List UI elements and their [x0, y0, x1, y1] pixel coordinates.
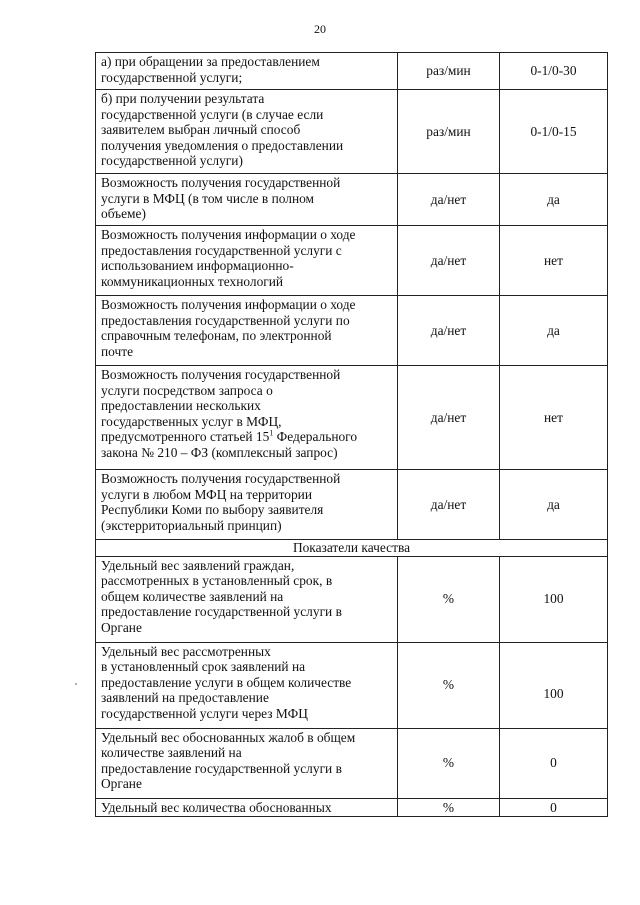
row-value: нет	[500, 366, 608, 470]
section-title: Показатели качества	[96, 540, 608, 557]
row-description: Удельный вес обоснованных жалоб в общем количестве заявлений на предоставление государственной услуги в Органе	[96, 728, 398, 798]
row-description: Возможность получения информации о ходе предоставления государственной услуги с использованием информационно- коммуникационных технологий	[96, 226, 398, 296]
row-value: 0	[500, 798, 608, 817]
row-description: а) при обращении за предоставлением государственной услуги;	[96, 53, 398, 90]
row-value: да	[500, 470, 608, 540]
row-unit: раз/мин	[398, 53, 500, 90]
superscript-mark: 1	[269, 428, 274, 438]
row-unit: раз/мин	[398, 90, 500, 174]
row-description	[96, 366, 398, 470]
row-value: 100	[500, 642, 608, 728]
section-row	[96, 540, 608, 557]
row-description: Удельный вес рассмотренных в установленный срок заявлений на предоставление услуги в общем количестве заявлений на предоставление государственной услуги через МФЦ	[96, 642, 398, 728]
table-row	[96, 642, 608, 728]
table-row	[96, 798, 608, 817]
row-value: 0-1/0-15	[500, 90, 608, 174]
row-description: Удельный вес заявлений граждан, рассмотренных в установленный срок, в общем количестве заявлений на предоставление государственной услуги в Органе	[96, 556, 398, 642]
row-value: да	[500, 296, 608, 366]
row-description-part: Возможность получения государственной услуги посредством запроса о предоставлении нескольких государственных услуг в МФЦ, предусмотренного статьей 15	[101, 367, 341, 445]
row-value: 0	[500, 728, 608, 798]
page-number: 20	[314, 22, 326, 36]
row-description: Возможность получения государственной услуги в любом МФЦ на территории Республики Коми по выбору заявителя (экстерриториальный принцип)	[96, 470, 398, 540]
indicators-table	[95, 52, 608, 817]
row-description: б) при получении результата государственной услуги (в случае если заявителем выбран личный способ получения уведомления о предоставлении государственной услуги)	[96, 90, 398, 174]
row-unit: да/нет	[398, 174, 500, 226]
row-unit: да/нет	[398, 226, 500, 296]
row-value: да	[500, 174, 608, 226]
table-row	[96, 296, 608, 366]
row-value: нет	[500, 226, 608, 296]
table-row	[96, 366, 608, 470]
row-unit: да/нет	[398, 470, 500, 540]
row-value: 0-1/0-30	[500, 53, 608, 90]
row-unit: %	[398, 798, 500, 817]
scan-speck	[75, 683, 77, 685]
row-description-part: Федерального закона № 210 – ФЗ (комплексный запрос)	[101, 429, 358, 460]
table-row	[96, 90, 608, 174]
table-row	[96, 226, 608, 296]
row-unit: %	[398, 728, 500, 798]
row-description: Возможность получения государственной услуги в МФЦ (в том числе в полном объеме)	[96, 174, 398, 226]
row-description: Удельный вес количества обоснованных	[96, 798, 398, 817]
row-unit: да/нет	[398, 296, 500, 366]
row-unit: %	[398, 556, 500, 642]
table-row	[96, 470, 608, 540]
table-row	[96, 728, 608, 798]
row-unit: %	[398, 642, 500, 728]
table-row	[96, 174, 608, 226]
row-description: Возможность получения информации о ходе предоставления государственной услуги по справочным телефонам, по электронной почте	[96, 296, 398, 366]
table-row	[96, 53, 608, 90]
table-row	[96, 556, 608, 642]
row-unit: да/нет	[398, 366, 500, 470]
row-value: 100	[500, 556, 608, 642]
